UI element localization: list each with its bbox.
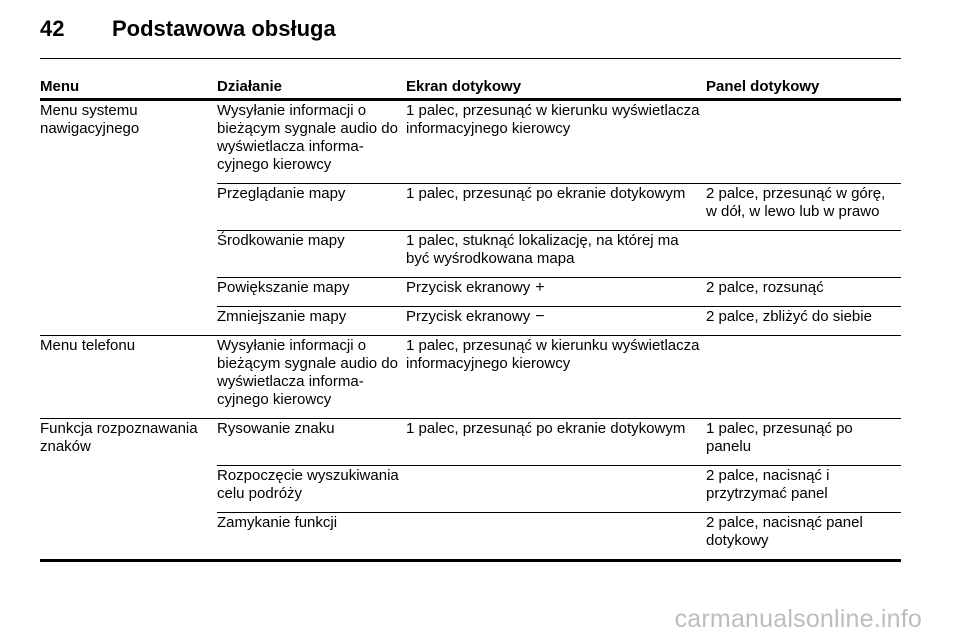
- menu-cell: Funkcja rozpoznawania znaków: [40, 419, 217, 561]
- action-cell: Rozpoczęcie wyszukiwania celu podróży: [217, 466, 406, 513]
- touchpad-cell: 2 palce, przesunąć w górę, w dół, w lewo lub w prawo: [706, 184, 901, 231]
- menu-cell: Menu telefonu: [40, 336, 217, 419]
- touchscreen-cell: [406, 513, 706, 561]
- page-header: [40, 16, 336, 42]
- minus-icon: −: [535, 308, 545, 325]
- touchpad-cell: 2 palce, rozsunąć: [706, 278, 901, 307]
- plus-icon: +: [535, 279, 545, 296]
- table-header-row: [40, 78, 901, 100]
- column-header-touchpad: Panel dotykowy: [706, 78, 901, 100]
- action-cell: Środkowanie mapy: [217, 231, 406, 278]
- touchscreen-cell: 1 palec, stuknąć lokalizację, na której ma być wyśrodkowana mapa: [406, 231, 706, 278]
- touchscreen-cell: 1 palec, przesunąć w kierunku wyświetlacza informacyjnego kierowcy: [406, 336, 706, 419]
- touchpad-cell: 1 palec, przesunąć po panelu: [706, 419, 901, 466]
- touchscreen-cell: [406, 307, 706, 336]
- column-header-action: Działanie: [217, 78, 406, 100]
- touchscreen-text: Przycisk ekranowy: [406, 279, 531, 296]
- touchpad-cell: [706, 231, 901, 278]
- action-cell: Wysyłanie informacji o bieżącym sygnale audio do wyświetlacza informa-cyjnego kierowcy: [217, 100, 406, 184]
- action-cell: Wysyłanie informacji o bieżącym sygnale audio do wyświetlacza informa-cyjnego kierowcy: [217, 336, 406, 419]
- menu-cell: Menu systemu nawigacyjnego: [40, 100, 217, 336]
- watermark: carmanualsonline.info: [674, 605, 922, 633]
- operations-table: [40, 78, 901, 562]
- column-header-touchscreen: Ekran dotykowy: [406, 78, 706, 100]
- action-cell: Przeglądanie mapy: [217, 184, 406, 231]
- action-cell: Zmniejszanie mapy: [217, 307, 406, 336]
- touchpad-cell: 2 palce, zbliżyć do siebie: [706, 307, 901, 336]
- column-header-menu: Menu: [40, 78, 217, 100]
- touchscreen-cell: 1 palec, przesunąć w kierunku wyświetlacza informacyjnego kierowcy: [406, 100, 706, 184]
- action-cell: Zamykanie funkcji: [217, 513, 406, 561]
- touchscreen-text: Przycisk ekranowy: [406, 308, 531, 325]
- touchpad-cell: 2 palce, nacisnąć i przytrzymać panel: [706, 466, 901, 513]
- table-row: [40, 336, 901, 419]
- action-cell: Rysowanie znaku: [217, 419, 406, 466]
- touchscreen-cell: 1 palec, przesunąć po ekranie dotykowym: [406, 184, 706, 231]
- table-row: [40, 419, 901, 466]
- table-row: [40, 100, 901, 184]
- header-divider: [40, 58, 901, 59]
- touchpad-cell: [706, 336, 901, 419]
- touchscreen-cell: 1 palec, przesunąć po ekranie dotykowym: [406, 419, 706, 466]
- page-number: 42: [40, 16, 65, 41]
- page-title: Podstawowa obsługa: [112, 16, 336, 41]
- touchscreen-cell: [406, 278, 706, 307]
- touchpad-cell: 2 palce, nacisnąć panel dotykowy: [706, 513, 901, 561]
- touchscreen-cell: [406, 466, 706, 513]
- action-cell: Powiększanie mapy: [217, 278, 406, 307]
- touchpad-cell: [706, 100, 901, 184]
